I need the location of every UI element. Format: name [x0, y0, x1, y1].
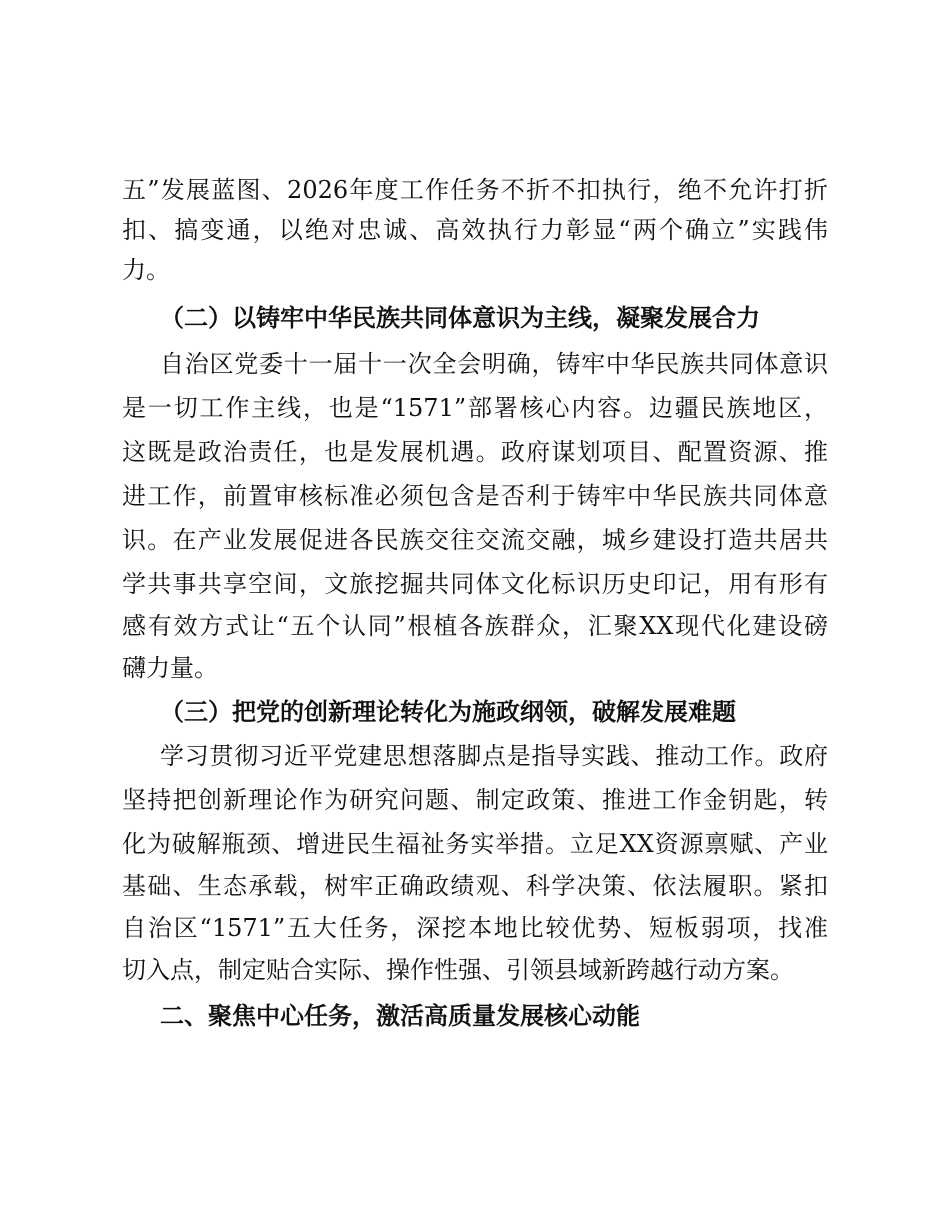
body-text-line: 学共事共享空间，文旅挖掘共同体文化标识历史印记，用有形有	[122, 570, 828, 598]
body-text-line: 自治区“1571”五大任务，深挖本地比较优势、短板弱项，找准	[122, 914, 828, 942]
body-text-line: 切入点，制定贴合实际、操作性强、引领县域新跨越行动方案。	[122, 956, 794, 984]
body-text-line: 进工作，前置审核标准必须包含是否利于铸牢中华民族共同体意	[122, 482, 828, 510]
body-text-line: 五”发展蓝图、2026年度工作任务不折不扣执行，绝不允许打折	[122, 176, 828, 204]
subsection-heading: （三）把党的创新理论转化为施政纲领，破解发展难题	[160, 697, 736, 726]
body-text-line: 这既是政治责任，也是发展机遇。政府谋划项目、配置资源、推	[122, 438, 828, 466]
body-text-line: 是一切工作主线，也是“1571”部署核心内容。边疆民族地区，	[122, 394, 828, 422]
body-text-line: 学习贯彻习近平党建思想落脚点是指导实践、推动工作。政府	[160, 742, 828, 770]
section-heading: 二、聚焦中心任务，激活高质量发展核心动能	[160, 1002, 640, 1030]
body-text-line: 化为破解瓶颈、增进民生福祉务实举措。立足XX资源禀赋、产业	[122, 830, 828, 858]
body-text-line: 自治区党委十一届十一次全会明确，铸牢中华民族共同体意识	[160, 350, 828, 378]
subsection-heading: （二）以铸牢中华民族共同体意识为主线，凝聚发展合力	[160, 303, 760, 332]
body-text-line: 力。	[122, 256, 170, 284]
body-text-line: 扣、搞变通，以绝对忠诚、高效执行力彰显“两个确立”实践伟	[122, 216, 828, 244]
body-text-line: 感有效方式让“五个认同”根植各族群众，汇聚XX现代化建设磅	[122, 612, 828, 640]
body-text-line: 识。在产业发展促进各民族交往交流交融，城乡建设打造共居共	[122, 526, 828, 554]
body-text-line: 礴力量。	[122, 654, 218, 682]
body-text-line: 坚持把创新理论作为研究问题、制定政策、推进工作金钥匙，转	[122, 786, 828, 814]
body-text-line: 基础、生态承载，树牢正确政绩观、科学决策、依法履职。紧扣	[122, 872, 828, 900]
